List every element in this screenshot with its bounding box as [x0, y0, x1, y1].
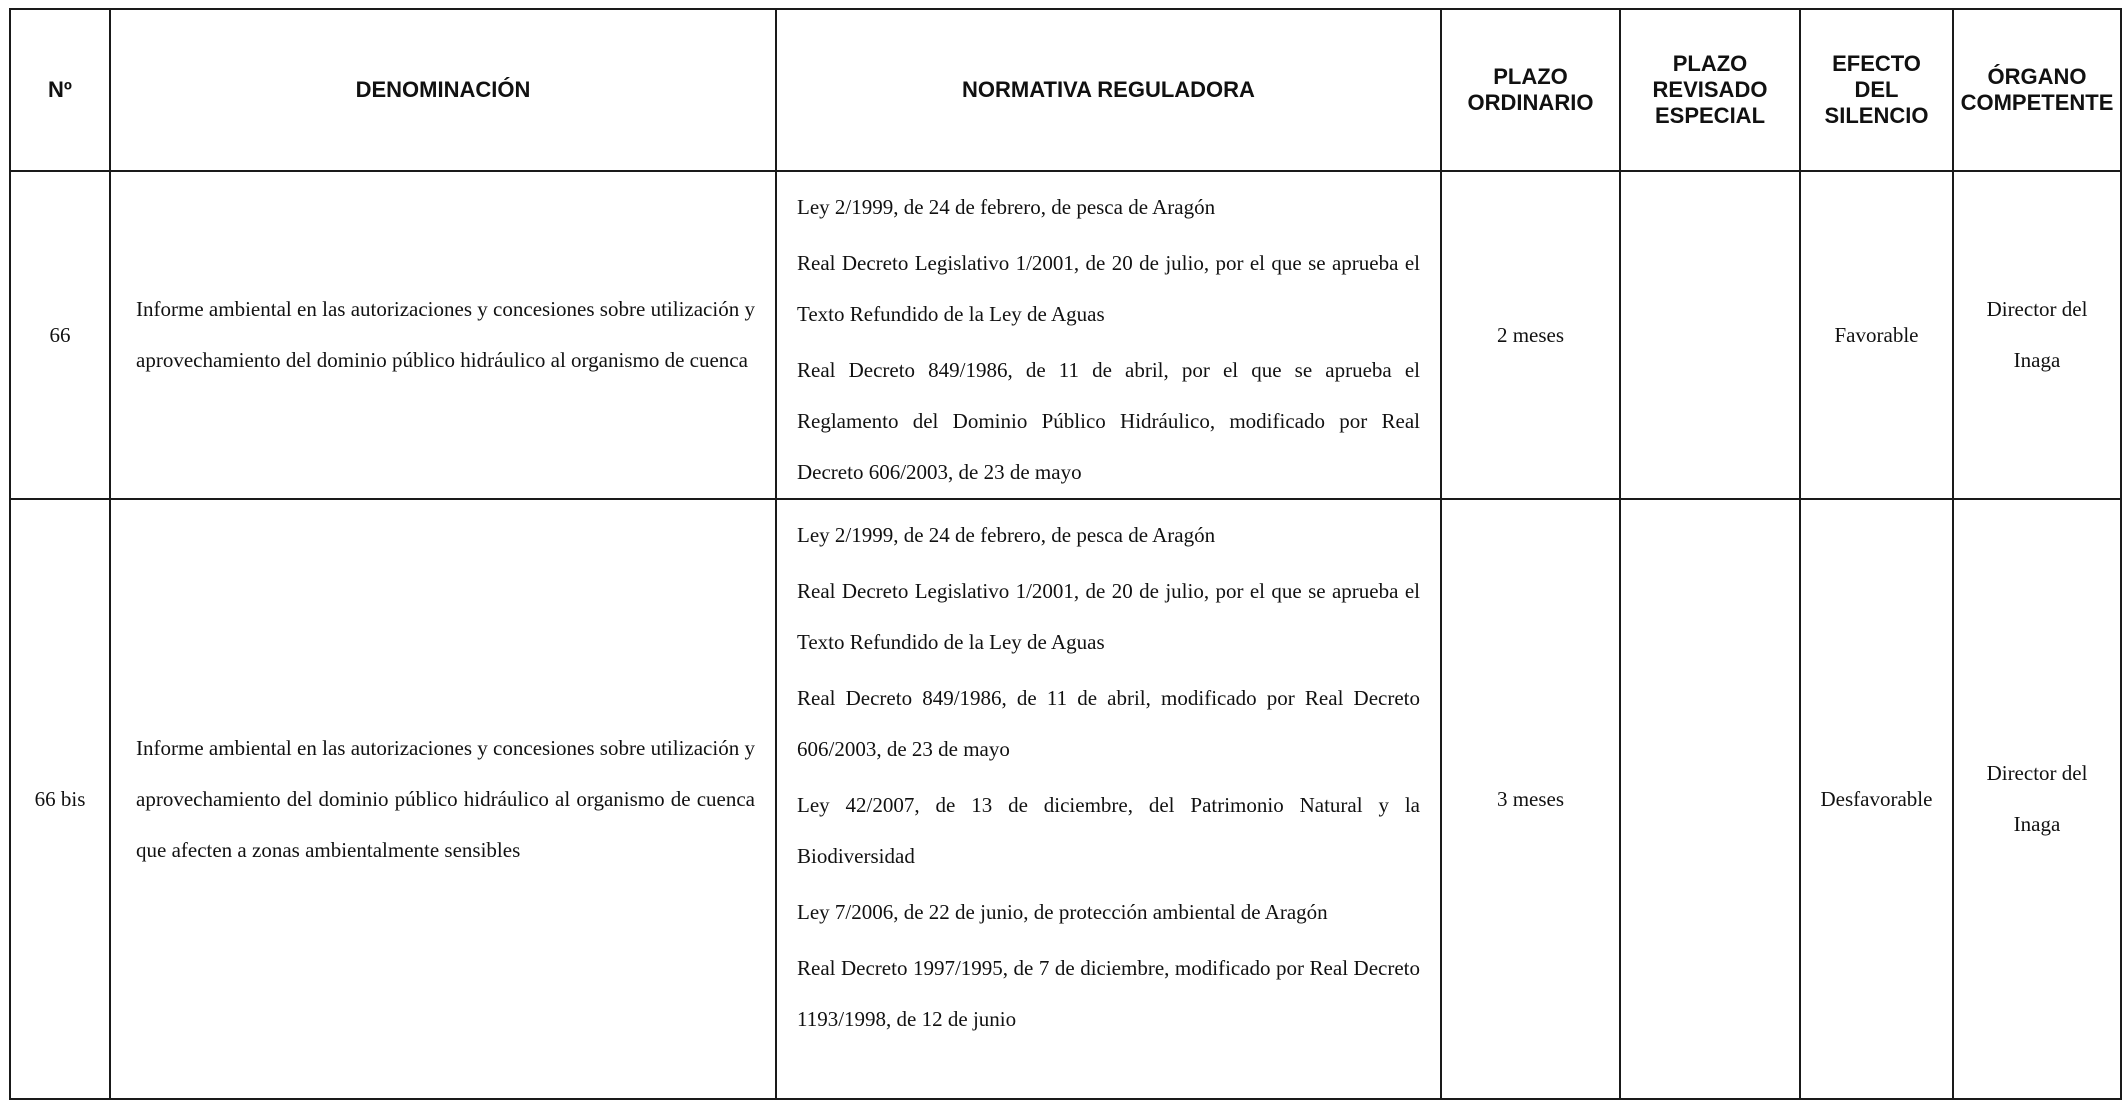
- header-normativa: NORMATIVA REGULADORA: [776, 9, 1441, 171]
- table-row: [10, 499, 2121, 1099]
- normativa-item: Real Decreto Legislativo 1/2001, de 20 de julio, por el que se aprueba el Texto Refundido de la Ley de Aguas: [797, 251, 1420, 326]
- cell-normativa: [776, 499, 1441, 1099]
- cell-denominacion: Informe ambiental en las autorizaciones y concesiones sobre utilización y aprovechamiento del dominio público hidráulico al organismo de cuenca que afecten a zonas ambientalmente sensibles: [110, 499, 776, 1099]
- cell-efecto: Desfavorable: [1800, 499, 1953, 1099]
- normativa-item: Real Decreto 1997/1995, de 7 de diciembre, modificado por Real Decreto 1193/1998, de 12 de junio: [797, 956, 1420, 1031]
- normativa-item: Ley 7/2006, de 22 de junio, de protección ambiental de Aragón: [797, 900, 1328, 924]
- cell-plazo-revisado: [1620, 171, 1800, 499]
- normativa-item: Ley 2/1999, de 24 de febrero, de pesca de Aragón: [797, 195, 1216, 219]
- header-organo: ÓRGANO COMPETENTE: [1953, 9, 2121, 171]
- header-plazo-revisado: PLAZO REVISADO ESPECIAL: [1620, 9, 1800, 171]
- cell-plazo-revisado: [1620, 499, 1800, 1099]
- header-row: [10, 9, 2121, 171]
- header-plazo-ordinario: PLAZO ORDINARIO: [1441, 9, 1620, 171]
- header-denominacion: DENOMINACIÓN: [110, 9, 776, 171]
- cell-normativa: [776, 171, 1441, 499]
- procedures-table: [9, 8, 2122, 1100]
- normativa-item: Real Decreto 849/1986, de 11 de abril, modificado por Real Decreto 606/2003, de 23 de mayo: [797, 686, 1420, 761]
- cell-num: 66: [10, 171, 110, 499]
- cell-plazo-ordinario: 3 meses: [1441, 499, 1620, 1099]
- procedures-table-page: [9, 8, 2122, 1100]
- normativa-item: Real Decreto Legislativo 1/2001, de 20 de julio, por el que se aprueba el Texto Refundido de la Ley de Aguas: [797, 579, 1420, 654]
- header-num: Nº: [10, 9, 110, 171]
- table-row: [10, 171, 2121, 499]
- normativa-item: Ley 2/1999, de 24 de febrero, de pesca de Aragón: [797, 523, 1216, 547]
- header-efecto: EFECTO DEL SILENCIO: [1800, 9, 1953, 171]
- normativa-item: Ley 42/2007, de 13 de diciembre, del Patrimonio Natural y la Biodiversidad: [797, 793, 1420, 868]
- cell-organo: Director del Inaga: [1953, 171, 2121, 499]
- cell-efecto: Favorable: [1800, 171, 1953, 499]
- cell-plazo-ordinario: 2 meses: [1441, 171, 1620, 499]
- cell-num: 66 bis: [10, 499, 110, 1099]
- cell-denominacion: Informe ambiental en las autorizaciones y concesiones sobre utilización y aprovechamiento del dominio público hidráulico al organismo de cuenca: [110, 171, 776, 499]
- cell-organo: Director del Inaga: [1953, 499, 2121, 1099]
- normativa-item: Real Decreto 849/1986, de 11 de abril, por el que se aprueba el Reglamento del Dominio Público Hidráulico, modificado por Real Decreto 606/2003, de 23 de mayo: [797, 358, 1420, 484]
